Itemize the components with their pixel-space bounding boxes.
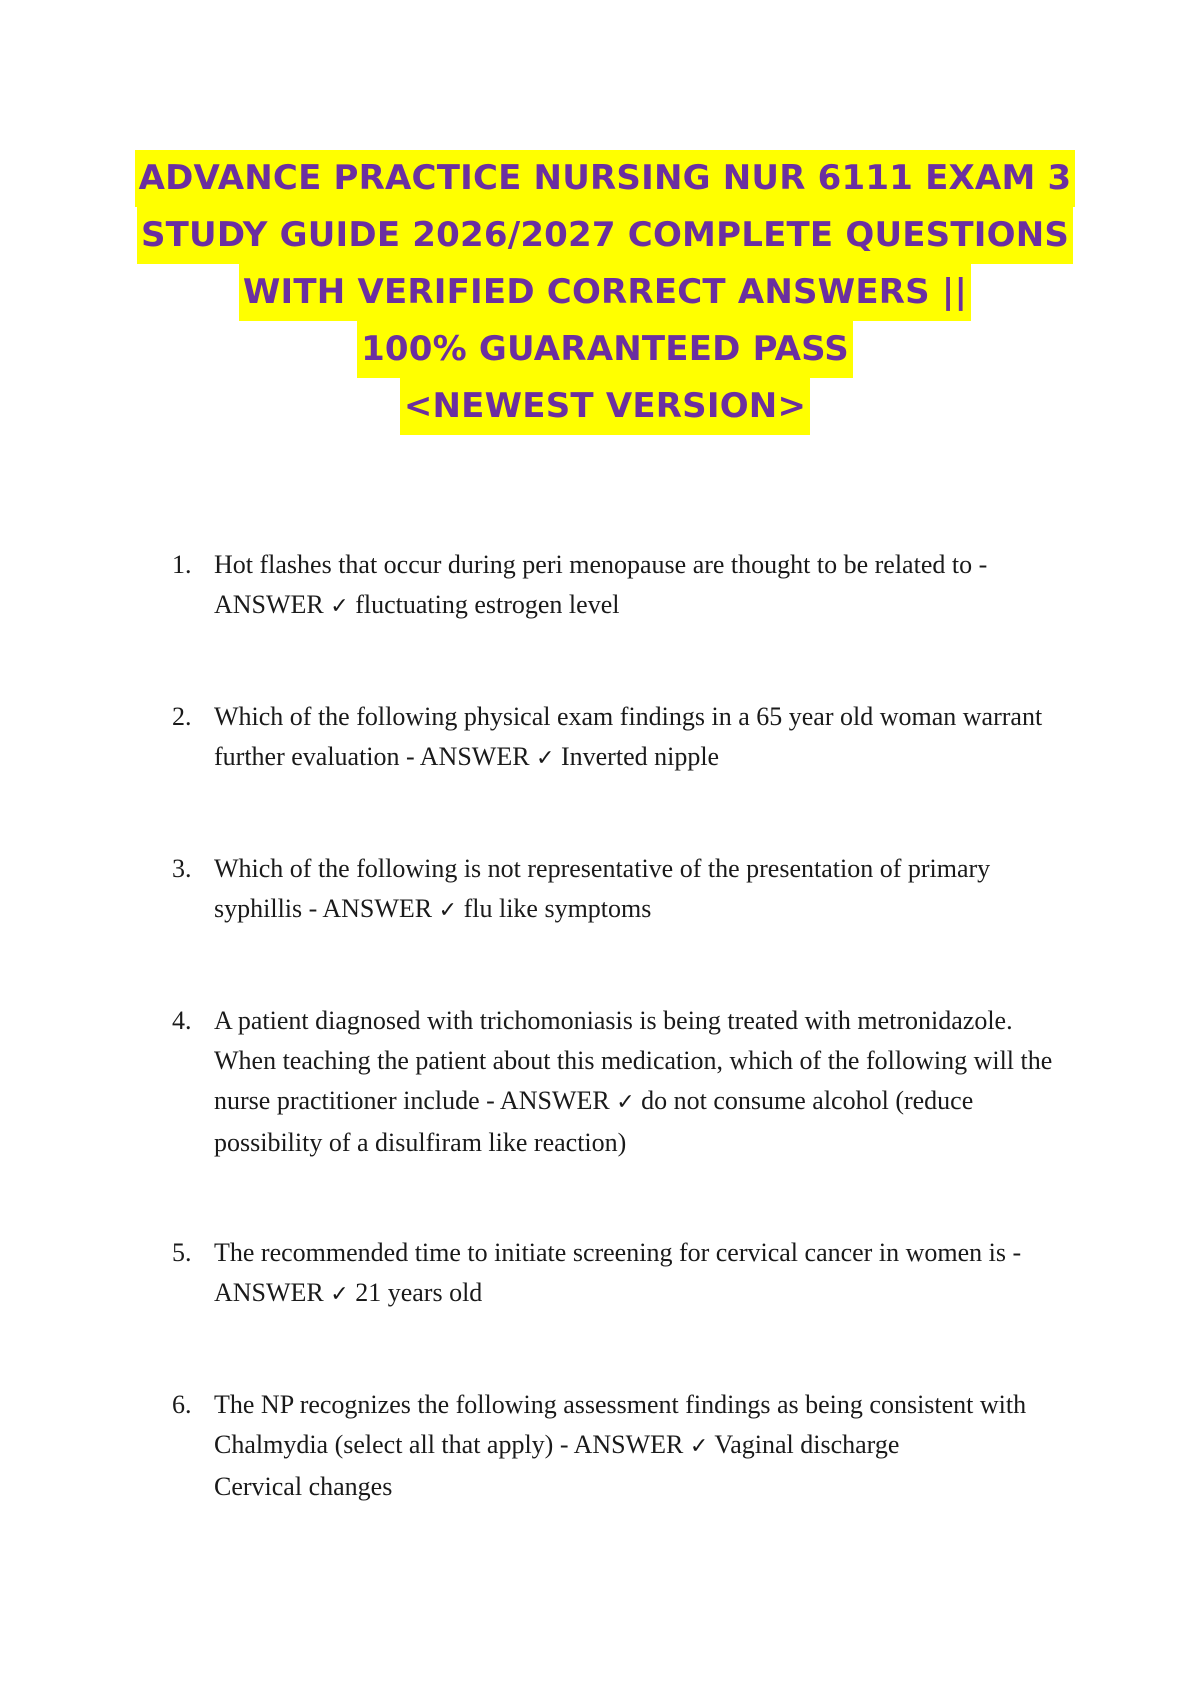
title-line-1: ADVANCE PRACTICE NURSING NUR 6111 EXAM 3 <box>135 150 1076 207</box>
question-number: 3. <box>172 854 192 883</box>
question-prompt: The NP recognizes the following assessment findings as being consistent with Chalmydia (select all that apply) - <box>214 1390 1027 1459</box>
question-item-1 <box>172 545 1072 627</box>
question-number: 2. <box>172 702 192 731</box>
checkmark-icon: ✓ <box>689 1434 709 1459</box>
title-line-2: STUDY GUIDE 2026/2027 COMPLETE QUESTIONS <box>137 207 1073 264</box>
question-prompt: Which of the following physical exam findings in a 65 year old woman warrant further evaluation - <box>214 702 1043 771</box>
document-title <box>130 150 1080 435</box>
answer-label: ANSWER <box>499 1086 610 1115</box>
title-line-4: 100% GUARANTEED PASS <box>357 321 853 378</box>
question-text <box>214 545 1072 627</box>
question-text <box>214 1233 1072 1315</box>
question-number: 4. <box>172 1006 192 1035</box>
question-prompt: The recommended time to initiate screening for cervical cancer in women is - <box>214 1238 1022 1267</box>
question-number: 6. <box>172 1390 192 1419</box>
checkmark-icon: ✓ <box>330 1282 349 1307</box>
question-item-5 <box>172 1233 1072 1315</box>
question-text <box>214 849 1072 931</box>
answer-text: flu like symptoms <box>463 894 652 923</box>
question-item-4 <box>172 1001 1072 1163</box>
question-prompt: A patient diagnosed with trichomoniasis is being treated with metronidazole. When teaching the patient about this medication, which of the following will the nurse practitioner include - <box>214 1006 1053 1115</box>
answer-text: 21 years old <box>355 1278 483 1307</box>
checkmark-icon: ✓ <box>330 594 349 619</box>
answer-text: Inverted nipple <box>560 742 720 771</box>
answer-label: ANSWER <box>214 1278 324 1307</box>
question-text <box>214 697 1072 779</box>
answer-extra-text: Cervical changes <box>214 1472 393 1501</box>
answer-label: ANSWER <box>322 894 433 923</box>
question-item-6 <box>172 1385 1072 1507</box>
question-number: 5. <box>172 1238 192 1267</box>
question-list <box>172 545 1072 1577</box>
question-text <box>214 1385 1072 1507</box>
answer-text: fluctuating estrogen level <box>355 590 620 619</box>
answer-label: ANSWER <box>214 590 324 619</box>
answer-text: Vaginal discharge <box>714 1430 900 1459</box>
checkmark-icon: ✓ <box>536 746 555 771</box>
answer-label: ANSWER <box>573 1430 684 1459</box>
title-line-5: <NEWEST VERSION> <box>400 378 810 435</box>
checkmark-icon: ✓ <box>438 898 458 923</box>
title-line-3: WITH VERIFIED CORRECT ANSWERS || <box>239 264 971 321</box>
question-item-3 <box>172 849 1072 931</box>
question-prompt: Hot flashes that occur during peri menopause are thought to be related to - <box>214 550 988 579</box>
question-text <box>214 1001 1072 1163</box>
answer-label: ANSWER <box>419 742 530 771</box>
question-number: 1. <box>172 550 192 579</box>
checkmark-icon: ✓ <box>616 1090 635 1115</box>
question-item-2 <box>172 697 1072 779</box>
answer-text: do not consume alcohol (reduce possibility of a disulfiram like reaction) <box>214 1086 974 1157</box>
question-prompt: Which of the following is not representative of the presentation of primary syphillis - <box>214 854 991 923</box>
